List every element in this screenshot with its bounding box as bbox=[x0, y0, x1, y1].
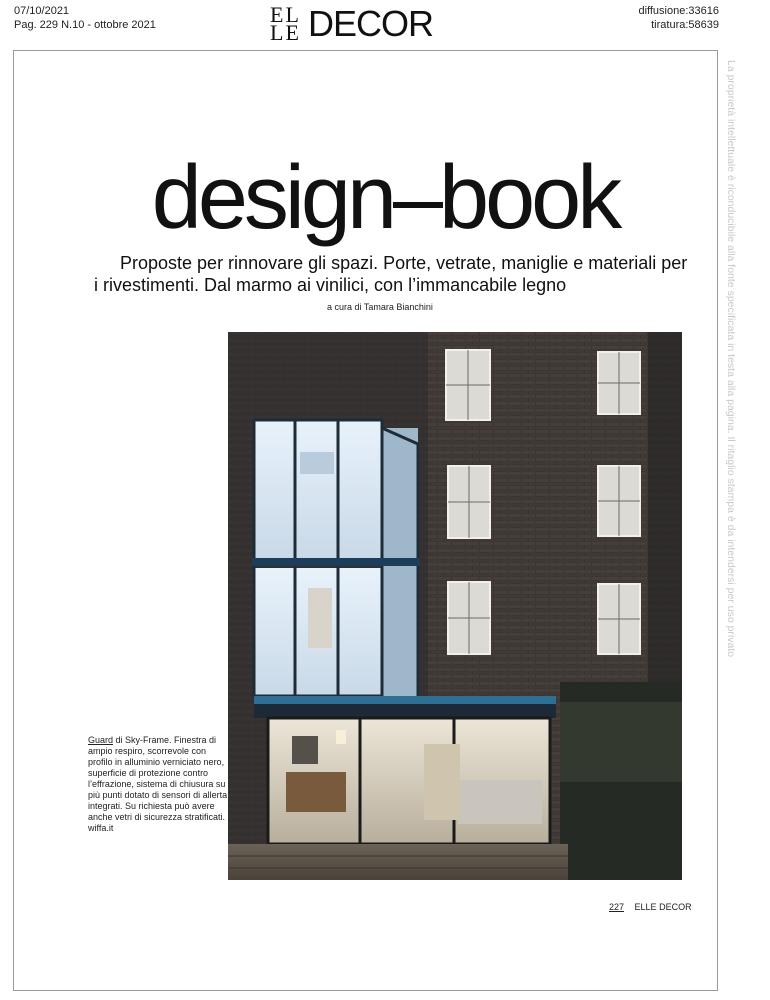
header-right bbox=[638, 4, 719, 32]
header-tiratura: tiratura:58639 bbox=[651, 19, 719, 31]
header-page-info: Pag. 229 N.10 - ottobre 2021 bbox=[14, 19, 156, 31]
header-left bbox=[14, 4, 156, 32]
house-photo bbox=[228, 332, 682, 880]
footer-page-number: 227 bbox=[609, 902, 625, 912]
caption-product-link[interactable]: Guard bbox=[88, 735, 114, 745]
article-subtitle: Proposte per rinnovare gli spazi. Porte, vetrate, maniglie e materiali per i rivestimenti. Dal marmo ai vinilici, con l’immancabile legno bbox=[94, 253, 688, 295]
elle-decor-logo bbox=[270, 4, 433, 44]
header-diffusione: diffusione:33616 bbox=[638, 5, 719, 17]
photo-caption bbox=[88, 735, 230, 834]
article-credit: a cura di Tamara Bianchini bbox=[327, 302, 433, 312]
footer-brand: ELLE DECOR bbox=[634, 902, 692, 912]
header-date: 07/10/2021 bbox=[14, 5, 70, 17]
copyright-side-note: La proprietà intellettuale è riconducibile alla fonte specificata in testa alla pagina. Il ritaglio stampa è da intendersi per uso privato bbox=[725, 60, 737, 658]
caption-text: di Sky-Frame. Finestra di ampio respiro, scorrevole con profilo in alluminio verniciato nero, superficie di protezione contro l’effrazione, sistema di chiusura su più punti dotato di sensori di allerta integrati. Su richiesta può avere anche vetri di sicurezza stratificati. wiffa.it bbox=[88, 735, 228, 833]
logo-elle: ELLE bbox=[270, 2, 301, 45]
page-footer bbox=[609, 902, 692, 912]
logo-decor: DECOR bbox=[308, 3, 434, 44]
article-title: design–book bbox=[151, 148, 619, 248]
